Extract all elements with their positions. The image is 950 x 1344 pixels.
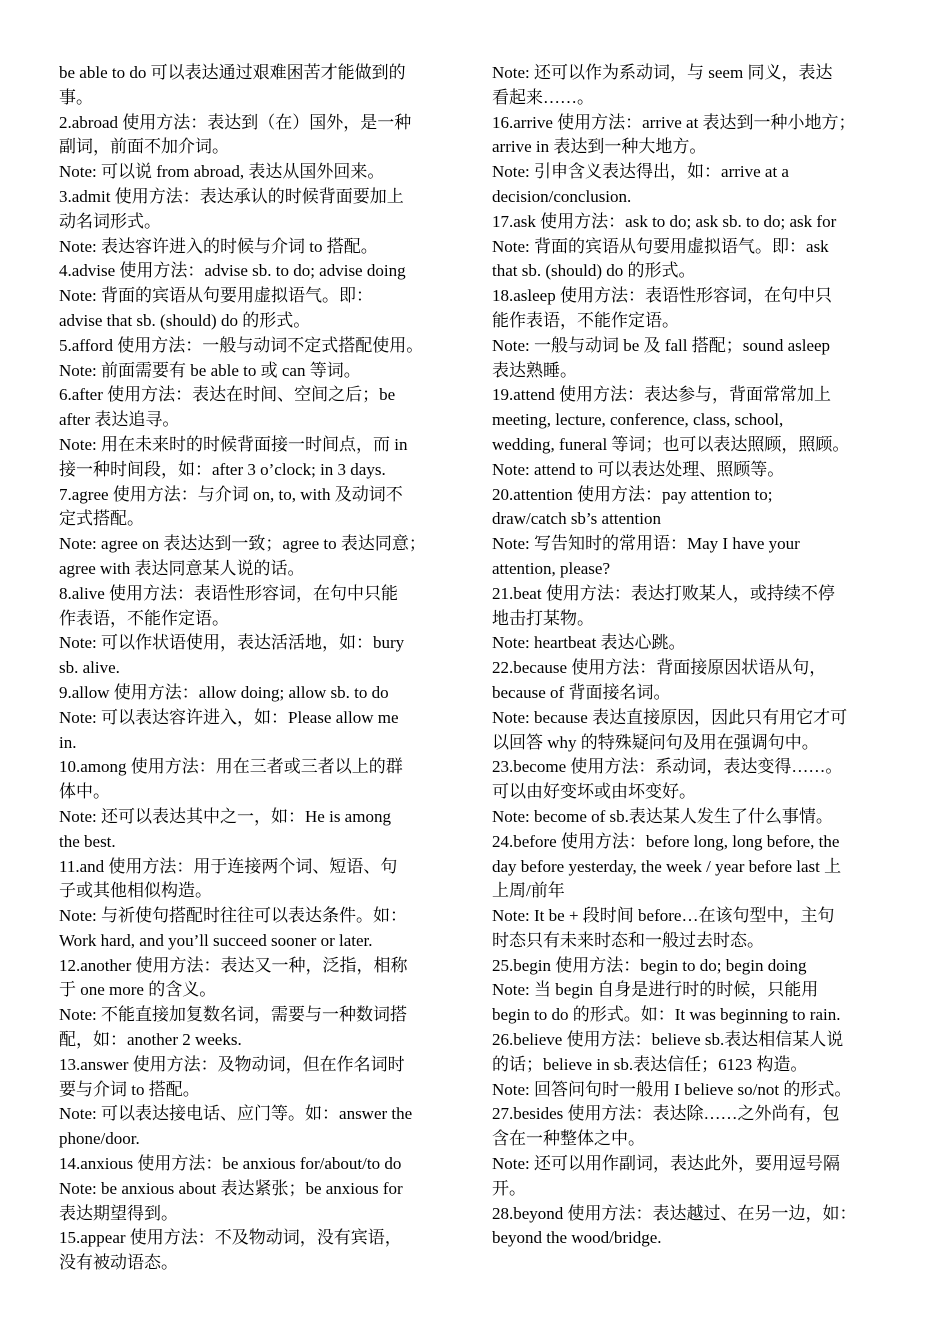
text-line: Note: 表达容许进入的时候与介词 to 搭配。 xyxy=(59,236,378,256)
text-line: Note: 可以表达容许进入，如：Please allow me xyxy=(59,707,399,727)
text-line: 14.anxious 使用方法：be anxious for/about/to do xyxy=(59,1154,402,1174)
text-line: Note: 一般与动词 be 及 fall 搭配；sound asleep xyxy=(492,335,831,355)
text-line: Note: agree on 表达达到一致；agree to 表达同意； xyxy=(59,534,426,554)
text-line: Note: 用在未来时的时候背面接一时间点，而 in xyxy=(59,434,408,454)
text-line: 11.and 使用方法：用于连接两个词、短语、句 xyxy=(59,856,398,876)
text-line: Note: 不能直接加复数名词，需要与一种数词搭 xyxy=(59,1005,408,1025)
text-line: 表达熟睡。 xyxy=(492,360,577,380)
text-line: 4.advise 使用方法：advise sb. to do; advise doing xyxy=(59,261,406,281)
text-line: 9.allow 使用方法：allow doing; allow sb. to do xyxy=(59,682,389,702)
text-line: Note: 还可以作为系动词，与 seem 同义，表达 xyxy=(492,63,833,82)
text-line: Note: 前面需要有 be able to 或 can 等词。 xyxy=(59,360,361,380)
text-line: Note: 回答问句时一般用 I believe so/not 的形式。 xyxy=(492,1079,852,1099)
text-line: 15.appear 使用方法：不及物动词，没有宾语， xyxy=(59,1228,402,1248)
text-line: 配，如：another 2 weeks. xyxy=(59,1030,242,1050)
text-line: beyond the wood/bridge. xyxy=(492,1228,662,1248)
text-line: 19.attend 使用方法：表达参与，背面常常加上 xyxy=(492,385,832,405)
text-line: after 表达追寻。 xyxy=(59,410,180,430)
text-line: 28.beyond 使用方法：表达越过、在另一边，如： xyxy=(492,1203,857,1223)
text-line: 21.beat 使用方法：表达打败某人，或持续不停 xyxy=(492,583,835,603)
text-line: Note: attend to 可以表达处理、照顾等。 xyxy=(492,459,785,479)
text-line: 16.arrive 使用方法：arrive at 表达到一种小地方； xyxy=(492,112,856,132)
text-line: arrive in 表达到一种大地方。 xyxy=(492,137,707,157)
text-line: Note: It be + 段时间 before…在该句型中，主句 xyxy=(492,906,835,926)
text-line: 没有被动语态。 xyxy=(59,1253,178,1273)
text-line: sb. alive. xyxy=(59,658,120,678)
text-line: 18.asleep 使用方法：表语性形容词，在句中只 xyxy=(492,286,832,306)
text-line: 开。 xyxy=(492,1178,526,1198)
text-line: 子或其他相似构造。 xyxy=(59,881,212,901)
text-line: 看起来……。 xyxy=(492,87,594,107)
text-line: Note: 可以说 from abroad, 表达从国外回来。 xyxy=(59,162,385,182)
text-line: Note: heartbeat 表达心跳。 xyxy=(492,633,686,653)
text-line: Note: 还可以用作副词，表达此外，要用逗号隔 xyxy=(492,1154,841,1174)
text-line: 7.agree 使用方法：与介词 on, to, with 及动词不 xyxy=(59,484,403,504)
text-line: 地击打某物。 xyxy=(492,608,594,628)
text-line: 13.answer 使用方法：及物动词，但在作名词时 xyxy=(59,1054,405,1074)
text-line: 2.abroad 使用方法：表达到（在）国外，是一种 xyxy=(59,112,412,132)
text-line: Note: because 表达直接原因，因此只有用它才可 xyxy=(492,707,848,727)
text-line: 可以由好变坏或由坏变好。 xyxy=(492,782,696,802)
text-line: 表达期望得到。 xyxy=(59,1203,178,1223)
text-line: Note: 与祈使句搭配时往往可以表达条件。如： xyxy=(59,906,408,926)
text-line: Note: 引申含义表达得出，如：arrive at a xyxy=(492,162,789,182)
text-line: 3.admit 使用方法：表达承认的时候背面要加上 xyxy=(59,186,404,206)
text-line: Note: be anxious about 表达紧张；be anxious for xyxy=(59,1178,403,1198)
text-line: 26.believe 使用方法：believe sb.表达相信某人说 xyxy=(492,1030,844,1050)
text-line: 20.attention 使用方法：pay attention to; xyxy=(492,484,773,504)
text-line: because of 背面接名词。 xyxy=(492,682,671,702)
text-line: phone/door. xyxy=(59,1129,140,1149)
text-line: 25.begin 使用方法：begin to do; begin doing xyxy=(492,955,807,975)
text-line: Work hard, and you’ll succeed sooner or later. xyxy=(59,930,373,950)
text-line: draw/catch sb’s attention xyxy=(492,509,662,529)
text-line: Note: 背面的宾语从句要用虚拟语气。即： xyxy=(59,286,374,306)
text-line: 作表语，不能作定语。 xyxy=(59,608,229,628)
text-line: Note: 背面的宾语从句要用虚拟语气。即：ask xyxy=(492,236,829,256)
text-line: 23.become 使用方法：系动词，表达变得……。 xyxy=(492,757,843,777)
text-line: 以回答 why 的特殊疑问句及用在强调句中。 xyxy=(492,732,819,752)
text-line: 副词，前面不加介词。 xyxy=(59,137,229,157)
text-line: 10.among 使用方法：用在三者或三者以上的群 xyxy=(59,757,403,777)
text-line: 17.ask 使用方法：ask to do; ask sb. to do; ask for xyxy=(492,211,837,231)
text-line: Note: 当 begin 自身是进行时的时候，只能用 xyxy=(492,980,819,1000)
text-line: 接一种时间段，如：after 3 o’clock; in 3 days. xyxy=(59,459,386,479)
text-line: 27.besides 使用方法：表达除……之外尚有，包 xyxy=(492,1104,840,1124)
text-line: meeting, lecture, conference, class, school, xyxy=(492,410,784,430)
text-line: 含在一种整体之中。 xyxy=(492,1129,645,1149)
text-line: 22.because 使用方法：背面接原因状语从句， xyxy=(492,658,827,678)
text-line: Note: 可以作状语使用，表达活活地，如：bury xyxy=(59,633,405,653)
text-line: decision/conclusion. xyxy=(492,186,632,206)
text-line: 能作表语，不能作定语。 xyxy=(492,310,679,330)
text-line: agree with 表达同意某人说的话。 xyxy=(59,558,305,578)
left-column xyxy=(59,61,457,1276)
text-line: advise that sb. (should) do 的形式。 xyxy=(59,310,311,330)
text-line: that sb. (should) do 的形式。 xyxy=(492,261,696,281)
text-line: be able to do 可以表达通过艰难困苦才能做到的 xyxy=(59,63,406,82)
text-line: Note: 还可以表达其中之一，如：He is among xyxy=(59,806,391,826)
text-line: the best. xyxy=(59,831,116,851)
text-line: Note: 写告知时的常用语：May I have your xyxy=(492,534,800,554)
text-line: 事。 xyxy=(59,87,93,107)
text-line: 时态只有未来时态和一般过去时态。 xyxy=(492,930,764,950)
text-line: 上周/前年 xyxy=(492,881,565,901)
text-line: begin to do 的形式。如：It was beginning to rain. xyxy=(492,1005,841,1025)
text-line: wedding, funeral 等词；也可以表达照顾，照顾。 xyxy=(492,434,850,454)
text-line: 24.before 使用方法：before long, long before, the xyxy=(492,831,840,851)
text-line: Note: become of sb.表达某人发生了什么事情。 xyxy=(492,806,833,826)
text-line: 定式搭配。 xyxy=(59,509,144,529)
text-line: 8.alive 使用方法：表语性形容词，在句中只能 xyxy=(59,583,399,603)
text-line: 于 one more 的含义。 xyxy=(59,980,217,1000)
text-line: 要与介词 to 搭配。 xyxy=(59,1079,200,1099)
text-line: 6.after 使用方法：表达在时间、空间之后；be xyxy=(59,385,396,405)
right-column xyxy=(492,61,896,1251)
text-line: 动名词形式。 xyxy=(59,211,161,231)
text-line: in. xyxy=(59,732,77,752)
text-line: 的话；believe in sb.表达信任；6123 构造。 xyxy=(492,1054,808,1074)
text-line: day before yesterday, the week / year before last 上 xyxy=(492,856,842,876)
text-line: attention, please? xyxy=(492,558,611,578)
text-line: 体中。 xyxy=(59,782,110,802)
text-line: 5.afford 使用方法：一般与动词不定式搭配使用。 xyxy=(59,335,424,355)
text-line: Note: 可以表达接电话、应门等。如：answer the xyxy=(59,1104,413,1124)
text-line: 12.another 使用方法：表达又一种，泛指，相称 xyxy=(59,955,408,975)
